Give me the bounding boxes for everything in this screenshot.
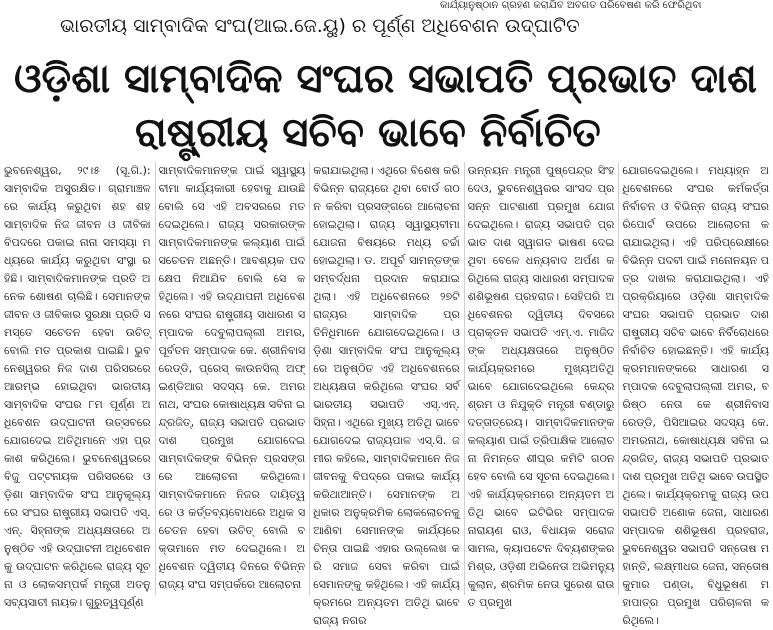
article-column-3	[309, 162, 460, 627]
article-column-1	[4, 162, 151, 609]
column-text: ସାମ୍ବାଦିକମାନଙ୍କ ପାଇଁ ସ୍ୱାସ୍ଥ୍ୟବୀମା କାର୍ଯ୍ୟକାରୀ ହେବାକୁ ଯାଉଛି ବୋଲି ସେ ଏହି ଅବସରରେ ମତ ଦେଇଥିଲେ। ରାଜ୍ୟ ସରକାରଙ୍କ ସାମ୍ବାଦିକମାନଙ୍କ କଲ୍ୟାଣ ପାଇଁ ସଚେତନ ଅଛନ୍ତି। ଆବଶ୍ୟକ ପଦକ୍ଷେପ ନିଆଯିବ ବୋଲି ସେ କହିଥିଲେ। ଏହି ଉଦ୍‌ଯାପନୀ ଅଧିବେଶନରେ ସଂଘର ରାଷ୍ଟ୍ରୀୟ ସାଧାରଣ ସମ୍ପାଦକ ଦେବୁଲାପଲ୍ଲୀ ଅମର, ପୂର୍ବତନ ସମ୍ପାଦକ କେ. ଶ୍ରୀନିବାସ ରେଡ୍ଡି, ପ୍ରେସ୍ କାଉନସିଲ୍ ଅଫ୍ ଇଣ୍ଡିଆର ସଦସ୍ୟ କେ. ଅମରନାଥ, ସଂଘର କୋଷାଧ୍ୟକ୍ଷ ସବିନା ଇନ୍ଦ୍ରଜିତ୍, ରାଜ୍ୟ ସଭାପତି ପ୍ରଭାତ ଦାଶ ପ୍ରମୁଖ ଯୋଗଦେଇ ସାମ୍ବାଦିକଙ୍କ ବିଭିନ୍ନ ପ୍ରସଙ୍ଗରେ ଆଲୋଚନା କରିଥିଲେ। ସାମ୍ବାଦିକମାନେ ନିଜର ଦାୟିତ୍ୱରେ ଓ କର୍ତ୍ତବ୍ୟବୋଧରେ ଅଧିକ ସଚେତନ ହେବା ଉଚିତ୍ ବୋଲି ବକ୍ତାମାନେ ମତ ଦେଇଥିଲେ। ଅଧିବେଶନ ଦ୍ୱିତୀୟ ଦିନରେ ବିଭିନ୍ନ ରାଜ୍ୟ ସଂଘ ସମ୍ପର୍କରେ ଆଲୋଚନା	[158, 164, 306, 591]
article-body	[4, 162, 769, 627]
column-text: ଉନ୍ନୟନ ମନ୍ତ୍ରୀ ପୁଷ୍ପେନ୍ଦ୍ର ସିଂହଦେଓ, ଭୁବନେଶ୍ୱରର ସାଂସଦ ପ୍ରସନ୍ନ ପାଟଶାଣୀ ପ୍ରମୁଖ ଯୋଗଦେଇଥିଲେ। ରାଜ୍ୟ ସଭାପତି ପ୍ରଭାତ ଦାଶ ସ୍ୱାଗତ ଭାଷଣ ଦେଇଥିବା ବେଳେ ଧନ୍ୟବାଦ ଅର୍ପଣ କରିଥିଲେ ରାଜ୍ୟ ସାଧାରଣ ସମ୍ପାଦକ ଶଶିଭୂଷଣ ପ୍ରହରାଜ। ସେହିପରି ଅଧିବେଶନର ଦ୍ୱିତୀୟ ଦିବସରେ ପ୍ରାକ୍ତନ ସଭାପତି ଏମ୍.ଏ. ମାଜିଦଙ୍କ ଅଧ୍ୟକ୍ଷତାରେ ଅନୁଷ୍ଠିତ କାର୍ଯ୍ୟକ୍ରମରେ ମୁଖ୍ୟଅତିଥି ଭାବେ ଯୋଗଦେଇଥିଲେ କେନ୍ଦ୍ର ଶ୍ରମ ଓ ନିଯୁକ୍ତି ମନ୍ତ୍ରୀ ବଣ୍ଡାରୁ ଦତ୍ତାତ୍ରେୟ। ସାମ୍ବାଦିକମାନଙ୍କ କଲ୍ୟାଣ ପାଇଁ ତ୍ରିପାକ୍ଷିକ ଆଲୋଚନା ନିମନ୍ତେ ଶୀଘ୍ର କମିଟି ଗଠନ ହେବ ବୋଲି ସେ ସୂଚନା ଦେଇଥିଲେ। ଏହି କାର୍ଯ୍ୟକ୍ରମରେ ଅନ୍ୟତମ ଅତିଥି ଭାବେ ଇଟିଭିର ସମ୍ପାଦକ ନାରାୟଣ ରାଓ, ବିଧାୟକ ସରୋଜ ସାମଲ, କ୍ୟାପଟେନ ଦିବ୍ୟଶଙ୍କର ମିଶ୍ର, ଓଡ଼ିଶୀ ଅଭିନେତା ଅଭିମନ୍ୟୁ କୁଲାନ, ଶ୍ରମିକ ନେତା ସୁରେଶ ରାଉତ ପ୍ରମୁଖ	[467, 164, 615, 609]
article-column-5	[618, 162, 769, 627]
article-column-2	[155, 162, 306, 595]
previous-article-fragment: କାର୍ଯ୍ୟାନୁଷ୍ଠାନ ଗ୍ରହଣ କରାଯିବ ଅବଗତ ପରିବେଷଣ କରି ଫେରିଥିବା	[440, 0, 702, 11]
column-text: ଯୋଗଦେଇଥିଲେ। ମଧ୍ୟାହ୍ନ ଅଧିବେଶନରେ ସଂଘର କର୍ମକର୍ତ୍ତା ନିର୍ବାଚନ ଓ ବିଭିନ୍ନ ରାଜ୍ୟ ସଂଘର ରିପୋର୍ଟ ଉପରେ ଆଲୋଚନା କରାଯାଇଥିଲା। ଏହି ପରିପ୍ରେକ୍ଷୀରେ ବିଭିନ୍ନ ପଦବୀ ପାଇଁ ମନୋନୟନ ପତ୍ର ଦାଖଲ କରାଯାଇଥିଲା। ଏହି ପ୍ରକ୍ରିୟାରେ ଓଡ଼ିଶା ସାମ୍ବାଦିକ ସଂଘର ସଭାପତି ପ୍ରଭାତ ଦାଶ ରାଷ୍ଟ୍ରୀୟ ସଚିବ ଭାବେ ନିର୍ବିରୋଧରେ ନିର୍ବାଚିତ ହୋଇଛନ୍ତି। ଏହି କାର୍ଯ୍ୟକ୍ରମମାନଙ୍କରେ ସାଧାରଣ ସମ୍ପାଦକ ଦେବୁଲାପଲ୍ଲୀ ଅମର, ବରିଷ୍ଠ ନେତା କେ ଶ୍ରୀନିବାସ ରେଡ୍ଡି, ପିସିଆଇର ସଦସ୍ୟ କେ. ଅମରନାଥ, କୋଷାଧ୍ୟକ୍ଷ ସବିନା ଇନ୍ଦ୍ରଜିତ୍, ରାଜ୍ୟ ସଭାପତି ପ୍ରଭାତ ଦାଶ ପ୍ରମୁଖ ଅତିଥି ଭାବେ ଉପସ୍ଥିତ ଥିଲେ। କାର୍ଯ୍ୟକ୍ରମକୁ ରାଜ୍ୟ ଉପସଭାପତି ଅଶୋକ ଜେନା, ସାଧାରଣ ସମ୍ପାଦକ ଶଶିଭୂଷଣ ପ୍ରହରାଜ, ଭୁବନେଶ୍ୱର ସଭାପତି ସନ୍ତୋଷ ମହାନ୍ତି, ଲକ୍ଷ୍ମୀଧର ଜେନା, ସନ୍ତୋଷକୁମାର ପଣ୍ଡା, ବିଧୁଭୂଷଣ ମହାପାତ୍ର ପ୍ରମୁଖ ପରିଚାଳନା କରିଥିଲେ।	[622, 164, 769, 627]
article-column-4	[464, 162, 615, 609]
kicker-subheadline: ଭାରତୀୟ ସାମ୍ବାଦିକ ସଂଘ(ଆଇ.ଜେ.ୟୁ) ର ପୂର୍ଣ୍ଣ ଅଧିବେଶନ ଉଦ୍‌ଘାଟିତ	[60, 15, 580, 37]
headline-line-2: ରାଷ୍ଟ୍ରୀୟ ସଚିବ ଭାବେ ନିର୍ବାଚିତ	[135, 110, 601, 156]
column-text: କରାଯାଇଥିଲା। ଏଥିରେ ବିଶେଷ କରି ବିଭିନ୍ନ ରାଜ୍ୟରେ ଥିବା ବୋର୍ଡ ଗଠନ କରିବା ପ୍ରସଙ୍ଗରେ ଆଲୋଚନା ହୋଇଥିଲା। ରାଜ୍ୟ ସ୍ୱାସ୍ଥ୍ୟବୀମା ଯୋଜନା ବିଷୟରେ ମଧ୍ୟ ଚର୍ଚ୍ଚା ହୋଇଥିଲା। ଡ. ଅପୂର୍ବ ସାମନ୍ତଙ୍କ ସମ୍ବର୍ଦ୍ଧନା ପ୍ରଦାନ କରାଯାଇଥିଲା। ଏହି ଅଧିବେଶନରେ ୨୭ଟି ରାଜ୍ୟର ସାମ୍ବାଦିକ ପ୍ରତିନିଧିମାନେ ଯୋଗଦେଇଥିଲେ। ଓଡ଼ିଶା ସାମ୍ବାଦିକ ସଂଘ ଆନୁକୂଲ୍ୟରେ ଅନୁଷ୍ଠିତ ଏହି ଅଧିବେଶନରେ ଅଧ୍ୟକ୍ଷତା କରିଥିଲେ ସଂଘର ସର୍ବଭାରତୀୟ ସଭାପତି ଏସ୍.ଏନ୍. ସିହ୍ନା। ଏଥିରେ ମୁଖ୍ୟ ଅତିଥି ଭାବେ ଯୋଗଦେଇ ରାଜ୍ୟପାଳ ଏସ୍.ସି. ଜମୀର କହିଲେ, ସାମ୍ବାଦିକମାନେ ନିଜ ଜୀବନକୁ ବିପଦ୍‌ରେ ପକାଇ କାର୍ଯ୍ୟ କରିଥାଆନ୍ତି। ସେମାନଙ୍କ ଅଧିକାର ଅନୁକ୍ରମିକ ଲୋକଲୋଚନକୁ ଆଣିବା ସେମାନଙ୍କ କାର୍ଯ୍ୟରେ ଚିନ୍ତା ପାଇଛି ଏହାର ଉଲ୍ଲେଖ କରି ସମାଜ ସେବା କରିବା ପାଇଁ ସେମାନଙ୍କୁ କହିଥିଲେ। ଏହି କାର୍ଯ୍ୟକ୍ରମରେ ଅନ୍ୟତମ ଅତିଥି ଭାବେ ରାଜ୍ୟ ନଗର	[313, 164, 460, 627]
column-text: ଭୁବନେଶ୍ୱର, ୨୯।୫ (ସୂ.ଗି.):ସାମ୍ବାଦିକ ଅସୁରକ୍ଷିତ। ଗ୍ରାମାଞ୍ଚଳରେ କାର୍ଯ୍ୟ କରୁଥିବା ଶହ ଶହ ସାମ୍ବାଦିକ ନିଜ ଜୀବନ ଓ ଜୀବିକା ବିପଦରେ ପକାଇ ନାନା ସମସ୍ୟା ମଧ୍ୟରେ କାର୍ଯ୍ୟ କରୁଥିବା ସଂସ୍ଥା ରହିଛି। ସାମ୍ବାଦିକମାନଙ୍କ ପ୍ରତି ଅନେକ ଶୋଷଣ ଚାଲିଛି। ସେମାନଙ୍କ ଜୀବନ ଓ ଜୀବିକାର ସୁରକ୍ଷା ପ୍ରତି ସମସ୍ତେ ସଚେତନ ହେବା ଉଚିତ୍ ବୋଲି ମତ ପ୍ରକାଶ ପାଇଛି। ଭୁବନେଶ୍ୱରର ନିଜ ଦାଶ ପରିସରରେ ଆରମ୍ଭ ହୋଇଥିବା ଭାରତୀୟ ସାମ୍ବାଦିକ ସଂଘର ୮ମ ପୂର୍ଣ୍ଣ ଅଧିବେଶନ ଉଦ୍‌ଘାଟନୀ ଉତ୍ସବରେ ଯୋଗଦେଇ ଅତିଥିମାନେ ଏହା ପ୍ରକାଶ କରିଥିଲେ। ଭୁବନେଶ୍ୱରରେ ବିଜୁ ପଟ୍ଟନାୟକ ପରିସରରେ ଓଡ଼ିଶା ସାମ୍ବାଦିକ ସଂଘ ଆନୁକୂଲ୍ୟରେ ସଂଘର ରାଷ୍ଟ୍ରୀୟ ସଭାପତି ଏସ୍. ଏନ୍. ସିହ୍ନାଙ୍କ ଅଧ୍ୟକ୍ଷତାରେ ଅନୁଷ୍ଠିତ ଏହି ଉଦ୍‌ଘାଟନୀ ଅଧିବେଶନକୁ ଉଦ୍‌ଘାଟନ କରିଥିଲେ ରାଜ୍ୟ ସୂଚନା ଓ ଲୋକସମ୍ପର୍କ ମନ୍ତ୍ରୀ ଅତନୁ ସବ୍ୟସାଚୀ ନାୟକ। ଗୁରୁତ୍ୱପୂର୍ଣ୍ଣ	[4, 164, 151, 609]
headline-line-1: ଓଡ଼ିଶା ସାମ୍ବାଦିକ ସଂଘର ସଭାପତି ପ୍ରଭାତ ଦାଶ	[14, 56, 757, 102]
